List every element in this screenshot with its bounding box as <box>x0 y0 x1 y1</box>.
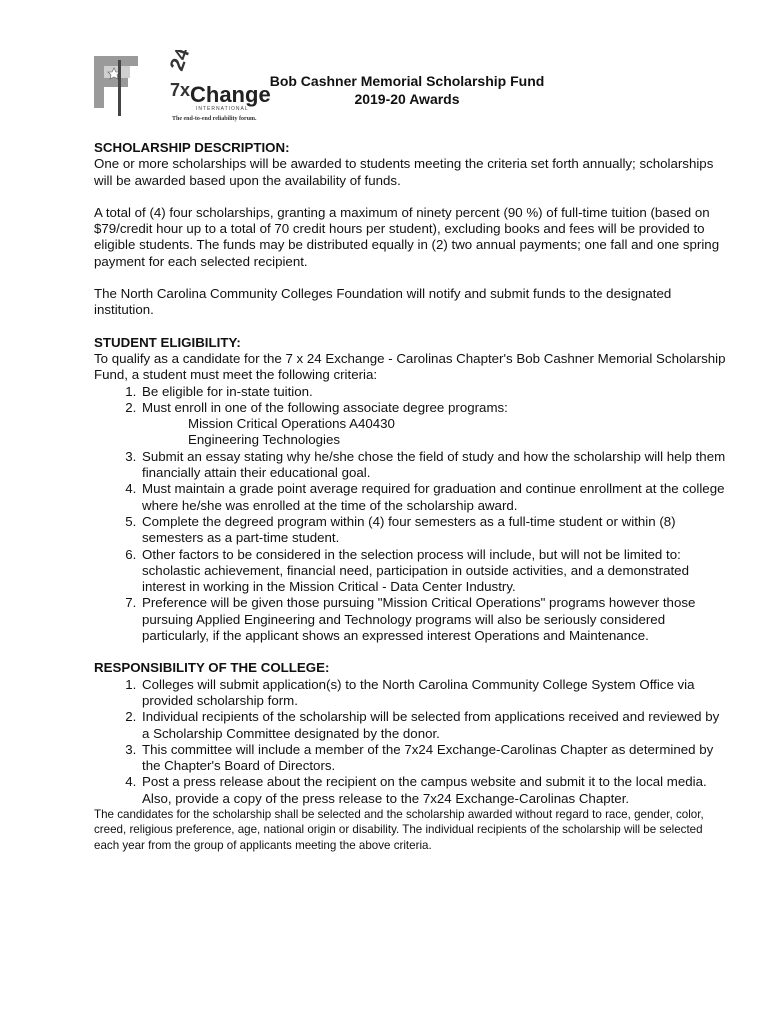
eligibility-item: 1. Be eligible for in-state tuition. <box>140 384 730 400</box>
college-item: 1. Colleges will submit application(s) to the North Carolina Community College System Office via provided scholarship form. <box>140 677 730 710</box>
logo-tagline: The end-to-end reliability forum. <box>172 116 257 122</box>
eligibility-item: 3. Submit an essay stating why he/she chose the field of study and how the scholarship will help them financially attain their educational goal. <box>140 449 730 482</box>
logo-sub: INTERNATIONAL <box>196 106 249 112</box>
logo-number: 24 <box>166 50 195 74</box>
spacer <box>94 270 730 286</box>
description-paragraph-3: The North Carolina Community Colleges Foundation will notify and submit funds to the designated institution. <box>94 286 672 318</box>
logo-graphic <box>92 50 282 130</box>
college-item: 4. Post a press release about the recipient on the campus website and submit it to the local media. Also, provide a copy of the press release to the 7x24 Exchange-Carolinas Chapter. <box>140 774 730 807</box>
non-discrimination-note: The candidates for the scholarship shall be selected and the scholarship awarded without regard to race, gender, color, creed, religious preference, age, national origin or disability. The individual recipients of the scholarship will be selected each year from the group of applicants meeting the above criteria. <box>94 807 704 852</box>
logo-seven-by: 7x <box>170 80 191 100</box>
document-title <box>262 72 552 108</box>
eligibility-list <box>94 384 730 645</box>
eligibility-item-text: Must enroll in one of the following associate degree programs: <box>142 399 508 415</box>
description-paragraph-2: A total of (4) four scholarships, granting a maximum of ninety percent (90 %) of full-time tuition (based on $79/credit hour up to a total of 70 credit hours per student), excluding books and fees will be provided to eligible students. The funds may be distributed equally in (2) two annual payments; one fall and one spring payment for each selected recipient. <box>94 204 720 269</box>
logo-f-top <box>94 56 138 66</box>
college-heading: RESPONSIBILITY OF THE COLLEGE: <box>94 660 330 676</box>
title-line-2: 2019-20 Awards <box>354 91 460 107</box>
eligibility-item: 7. Preference will be given those pursuing "Mission Critical Operations" programs however those pursuing Applied Engineering and Technology programs will also be seriously considered particularly, if the applicant shows an expressed interest Operations and Maintenance. <box>140 595 730 644</box>
college-item: 3. This committee will include a member of the 7x24 Exchange-Carolinas Chapter as determined by the Chapter's Board of Directors. <box>140 742 730 775</box>
eligibility-intro: To qualify as a candidate for the 7 x 24 Exchange - Carolinas Chapter's Bob Cashner Memorial Scholarship Fund, a student must meet the following criteria: <box>94 350 726 383</box>
logo-word: Change <box>190 82 271 107</box>
college-list <box>94 677 730 807</box>
eligibility-item <box>140 400 730 449</box>
spacer <box>94 644 730 660</box>
description-heading: SCHOLARSHIP DESCRIPTION: <box>94 140 290 155</box>
logo-f-mid <box>94 78 128 87</box>
eligibility-item: 5. Complete the degreed program within (4) four semesters as a full-time student or within (8) semesters as a part-time student. <box>140 514 730 547</box>
logo-pole <box>118 60 121 116</box>
title-line-1: Bob Cashner Memorial Scholarship Fund <box>269 73 545 89</box>
organization-logo <box>92 50 282 130</box>
eligibility-item: 6. Other factors to be considered in the selection process will include, but will not be limited to: scholastic achievement, financial need, participation in outside activities, and a demonstrated interest in working in the Mission Critical - Data Center Industry. <box>140 547 730 596</box>
eligibility-heading: STUDENT ELIGIBILITY: <box>94 334 241 350</box>
eligibility-item: 4. Must maintain a grade point average required for graduation and continue enrollment at the college where he/she was enrolled at the time of the scholarship award. <box>140 481 730 514</box>
spacer <box>94 189 730 205</box>
program-item: Engineering Technologies <box>188 432 341 448</box>
spacer <box>94 319 730 335</box>
program-item: Mission Critical Operations A40430 <box>188 416 395 432</box>
document-body <box>94 140 730 853</box>
description-paragraph-1: One or more scholarships will be awarded to students meeting the criteria set forth annually; scholarships will be awarded based upon the availability of funds. <box>94 156 714 188</box>
college-item: 2. Individual recipients of the scholarship will be selected from applications received and reviewed by a Scholarship Committee designated by the donor. <box>140 709 730 742</box>
